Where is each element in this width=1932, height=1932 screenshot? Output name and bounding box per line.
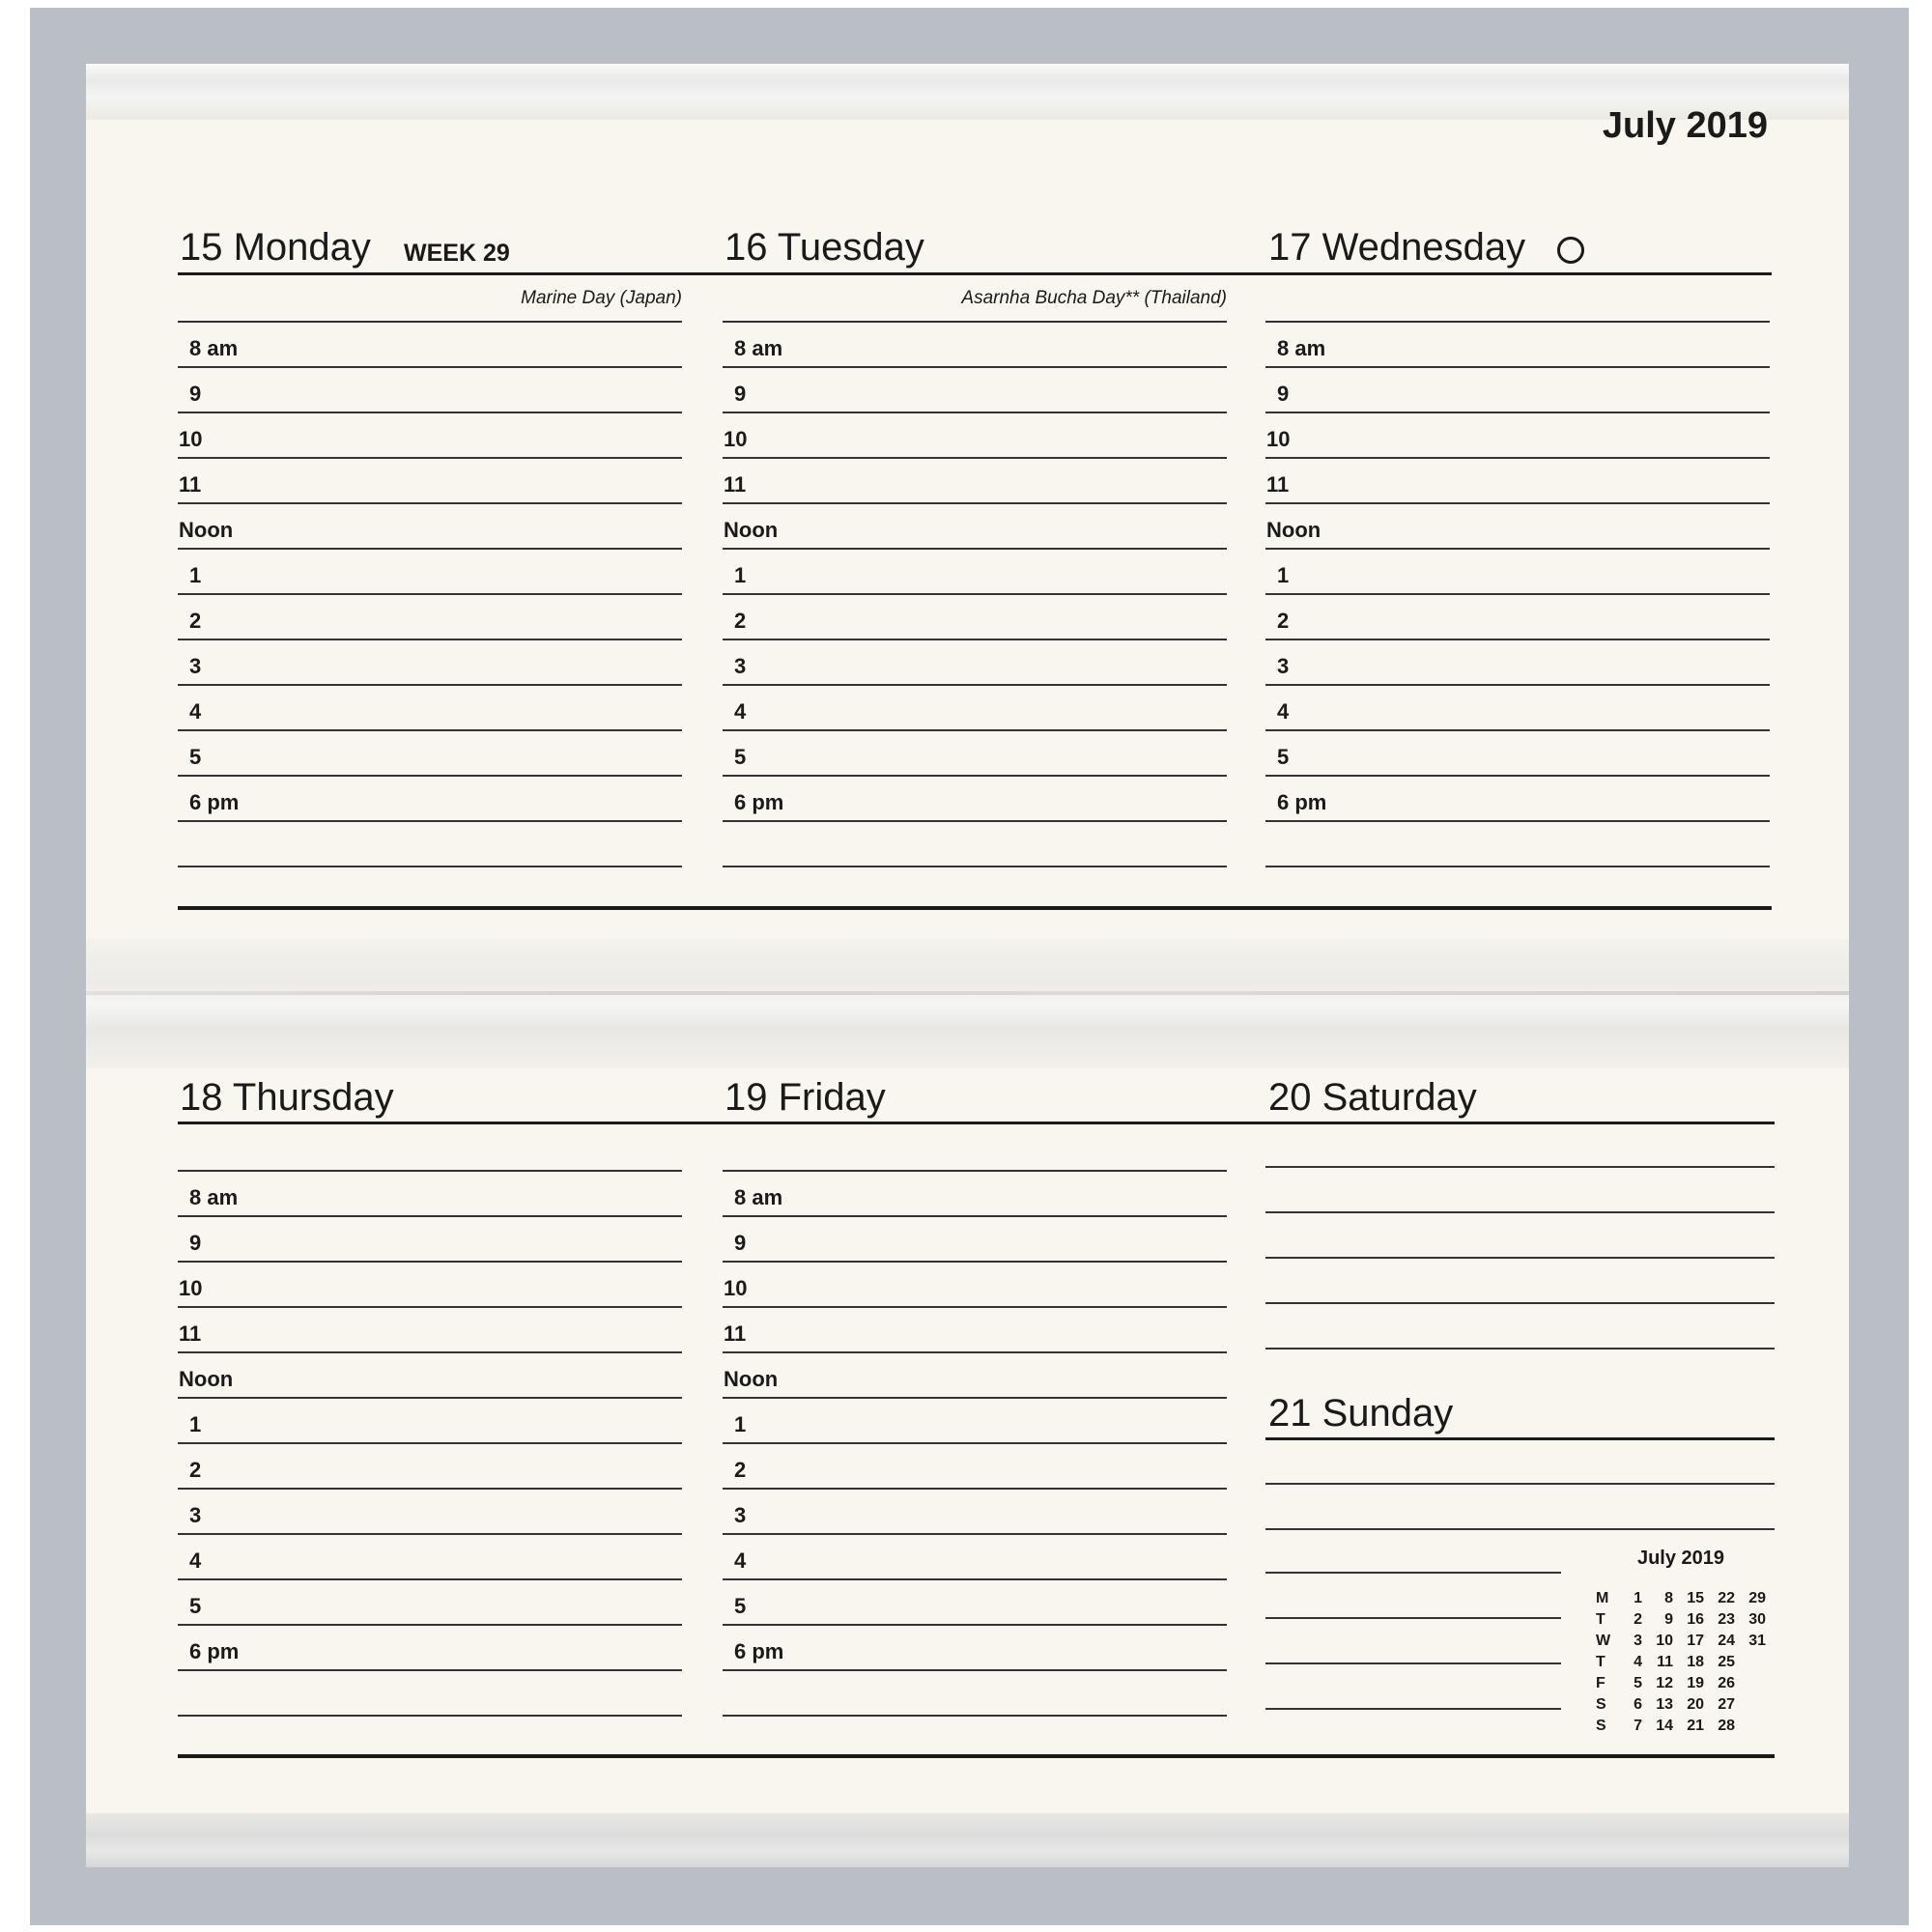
hour-slot bbox=[1265, 729, 1770, 777]
hour-label: 5 bbox=[189, 745, 202, 769]
mini-calendar-date: 7 bbox=[1634, 1718, 1642, 1734]
day-column-thursday bbox=[178, 1124, 682, 1714]
mini-calendar-date: 9 bbox=[1664, 1611, 1673, 1628]
sunday-line bbox=[1265, 1483, 1775, 1485]
hour-label: Noon bbox=[724, 1367, 779, 1391]
hour-label: 2 bbox=[189, 609, 202, 633]
hour-slot bbox=[178, 502, 682, 550]
mini-calendar-date: 16 bbox=[1687, 1611, 1704, 1628]
day-title-wednesday: 17 Wednesday bbox=[1268, 226, 1526, 269]
hour-slot bbox=[723, 502, 1227, 550]
mini-calendar-date: 6 bbox=[1634, 1696, 1642, 1713]
hour-label: 8 am bbox=[189, 1185, 239, 1209]
evening-slot bbox=[723, 820, 1227, 867]
sunday-heading-rule bbox=[1265, 1437, 1775, 1440]
hour-slot bbox=[178, 1397, 682, 1444]
mini-calendar-date: 27 bbox=[1718, 1696, 1735, 1713]
page-fold bbox=[86, 939, 1849, 1068]
hour-label: 11 bbox=[179, 472, 202, 497]
mini-calendar-date: 13 bbox=[1656, 1696, 1673, 1713]
hour-label: 5 bbox=[1277, 745, 1290, 769]
hour-label: 2 bbox=[1277, 609, 1290, 633]
hour-slot bbox=[1265, 366, 1770, 413]
mini-calendar-date: 23 bbox=[1718, 1611, 1735, 1628]
saturday-line bbox=[1265, 1302, 1775, 1304]
hour-label: 8 am bbox=[734, 1185, 783, 1209]
mini-calendar-date: 14 bbox=[1656, 1718, 1673, 1734]
mini-calendar-date: 3 bbox=[1634, 1633, 1642, 1649]
holiday-slot bbox=[178, 275, 682, 323]
hour-label: 2 bbox=[734, 609, 747, 633]
hour-label: 6 pm bbox=[734, 790, 784, 814]
top-section-end-rule bbox=[178, 906, 1772, 910]
hour-slot bbox=[178, 1578, 682, 1626]
weekday-letter: M bbox=[1596, 1590, 1609, 1606]
hour-label: 10 bbox=[179, 427, 203, 451]
hour-slot bbox=[178, 366, 682, 413]
hour-label: 10 bbox=[179, 1276, 203, 1300]
week-number: WEEK 29 bbox=[404, 240, 510, 267]
hour-label: 1 bbox=[1277, 563, 1290, 587]
mini-calendar-date: 2 bbox=[1634, 1611, 1642, 1628]
hour-slot bbox=[723, 366, 1227, 413]
hour-label: 6 pm bbox=[189, 1639, 240, 1663]
hour-label: 2 bbox=[734, 1458, 747, 1482]
hour-label: 9 bbox=[734, 1231, 747, 1255]
hour-slot bbox=[178, 321, 682, 368]
sunday-line bbox=[1265, 1708, 1561, 1710]
page-bottom-edge bbox=[86, 1813, 1849, 1867]
day-title-monday: 15 Monday bbox=[180, 226, 371, 269]
hour-label: 1 bbox=[189, 1412, 202, 1436]
holiday-slot bbox=[178, 1124, 682, 1172]
hour-label: Noon bbox=[1266, 518, 1321, 542]
hour-label: 3 bbox=[1277, 654, 1290, 678]
hour-label: 3 bbox=[734, 654, 747, 678]
hour-slot bbox=[723, 1397, 1227, 1444]
mini-calendar-date: 18 bbox=[1687, 1654, 1704, 1670]
hour-slot bbox=[723, 729, 1227, 777]
holiday-slot bbox=[723, 275, 1227, 323]
holiday-slot bbox=[1265, 275, 1770, 323]
hour-slot bbox=[178, 1488, 682, 1535]
mini-calendar-date: 30 bbox=[1748, 1611, 1766, 1628]
hour-slot bbox=[1265, 502, 1770, 550]
hour-label: Noon bbox=[179, 1367, 234, 1391]
evening-slot bbox=[723, 1669, 1227, 1717]
hour-slot bbox=[178, 1624, 682, 1671]
hour-slot bbox=[178, 684, 682, 731]
hour-label: 10 bbox=[724, 427, 748, 451]
hour-slot bbox=[1265, 321, 1770, 368]
hour-label: 4 bbox=[189, 1548, 202, 1573]
hour-slot bbox=[723, 1533, 1227, 1580]
hour-label: 11 bbox=[1266, 472, 1290, 497]
saturday-line bbox=[1265, 1166, 1775, 1168]
hour-slot bbox=[723, 1442, 1227, 1490]
hour-slot bbox=[178, 639, 682, 686]
mini-calendar-date: 24 bbox=[1718, 1633, 1735, 1649]
hour-slot bbox=[178, 1533, 682, 1580]
hour-label: 5 bbox=[734, 745, 747, 769]
hour-slot bbox=[178, 593, 682, 640]
hour-label: 9 bbox=[1277, 382, 1290, 406]
hour-slot bbox=[1265, 593, 1770, 640]
weekday-letter: S bbox=[1596, 1718, 1606, 1734]
hour-label: 8 am bbox=[1277, 336, 1326, 360]
mini-calendar-date: 19 bbox=[1687, 1675, 1704, 1691]
hour-label: 3 bbox=[189, 1503, 202, 1527]
hour-slot bbox=[723, 548, 1227, 595]
hour-label: 3 bbox=[189, 654, 202, 678]
hour-label: 9 bbox=[189, 382, 202, 406]
mini-calendar-date: 20 bbox=[1687, 1696, 1704, 1713]
hour-label: 11 bbox=[724, 1321, 747, 1346]
sunday-line bbox=[1265, 1662, 1561, 1664]
holiday-slot bbox=[723, 1124, 1227, 1172]
mini-calendar-row bbox=[1592, 1633, 1776, 1654]
mini-calendar-date: 5 bbox=[1634, 1675, 1642, 1691]
hour-label: 1 bbox=[189, 563, 202, 587]
hour-label: 5 bbox=[734, 1594, 747, 1618]
holiday-label: Marine Day (Japan) bbox=[521, 288, 682, 308]
hour-label: 6 pm bbox=[734, 1639, 784, 1663]
hour-slot bbox=[178, 1306, 682, 1353]
hour-slot bbox=[178, 412, 682, 459]
mini-calendar-date: 12 bbox=[1656, 1675, 1673, 1691]
evening-slot bbox=[178, 820, 682, 867]
hour-slot bbox=[723, 1624, 1227, 1671]
hour-label: 6 pm bbox=[189, 790, 240, 814]
hour-slot bbox=[723, 457, 1227, 504]
hour-slot bbox=[723, 1578, 1227, 1626]
saturday-line bbox=[1265, 1211, 1775, 1213]
hour-slot bbox=[1265, 775, 1770, 822]
mini-calendar-date: 25 bbox=[1718, 1654, 1735, 1670]
hour-slot bbox=[1265, 457, 1770, 504]
day-title-friday: 19 Friday bbox=[724, 1076, 886, 1119]
hour-label: 4 bbox=[734, 699, 747, 724]
evening-slot bbox=[178, 1669, 682, 1717]
day-title-tuesday: 16 Tuesday bbox=[724, 226, 924, 269]
saturday-line bbox=[1265, 1348, 1775, 1350]
hour-label: 10 bbox=[1266, 427, 1291, 451]
mini-calendar-row bbox=[1592, 1654, 1776, 1675]
hour-slot bbox=[1265, 412, 1770, 459]
hour-label: Noon bbox=[724, 518, 779, 542]
hour-label: 1 bbox=[734, 1412, 747, 1436]
evening-slot bbox=[1265, 820, 1770, 867]
hour-label: 4 bbox=[189, 699, 202, 724]
mini-calendar-date: 15 bbox=[1687, 1590, 1704, 1606]
mini-calendar-date: 4 bbox=[1634, 1654, 1642, 1670]
hour-label: 2 bbox=[189, 1458, 202, 1482]
hour-slot bbox=[723, 1215, 1227, 1263]
weekday-letter: W bbox=[1596, 1633, 1611, 1649]
hour-label: 8 am bbox=[189, 336, 239, 360]
hour-slot bbox=[1265, 684, 1770, 731]
fold-line bbox=[86, 991, 1849, 995]
hour-slot bbox=[723, 1170, 1227, 1217]
month-title: July 2019 bbox=[1602, 105, 1768, 146]
mini-calendar-date: 31 bbox=[1748, 1633, 1766, 1649]
hour-label: 6 pm bbox=[1277, 790, 1327, 814]
mini-calendar-date: 8 bbox=[1664, 1590, 1673, 1606]
saturday-line bbox=[1265, 1257, 1775, 1259]
day-column-tuesday bbox=[723, 275, 1227, 863]
weekday-letter: T bbox=[1596, 1611, 1605, 1628]
hour-slot bbox=[1265, 548, 1770, 595]
hour-slot bbox=[1265, 639, 1770, 686]
sunday-line bbox=[1265, 1572, 1561, 1574]
hour-slot bbox=[723, 321, 1227, 368]
hour-slot bbox=[178, 1351, 682, 1399]
hour-label: Noon bbox=[179, 518, 234, 542]
hour-label: 5 bbox=[189, 1594, 202, 1618]
hour-slot bbox=[178, 729, 682, 777]
hour-slot bbox=[178, 1215, 682, 1263]
mini-calendar-date: 28 bbox=[1718, 1718, 1735, 1734]
day-column-monday bbox=[178, 275, 682, 863]
mini-calendar-date: 29 bbox=[1748, 1590, 1766, 1606]
full-moon-icon bbox=[1557, 237, 1584, 264]
day-column-wednesday bbox=[1265, 275, 1770, 863]
hour-slot bbox=[723, 412, 1227, 459]
hour-label: 4 bbox=[734, 1548, 747, 1573]
mini-calendar-row bbox=[1592, 1590, 1776, 1611]
mini-calendar-date: 21 bbox=[1687, 1718, 1704, 1734]
mini-calendar-date: 22 bbox=[1718, 1590, 1735, 1606]
hour-label: 8 am bbox=[734, 336, 783, 360]
hour-label: 10 bbox=[724, 1276, 748, 1300]
hour-slot bbox=[723, 1306, 1227, 1353]
hour-label: 9 bbox=[734, 382, 747, 406]
hour-label: 9 bbox=[189, 1231, 202, 1255]
weekday-letter: T bbox=[1596, 1654, 1605, 1670]
hour-slot bbox=[723, 593, 1227, 640]
hour-slot bbox=[723, 1351, 1227, 1399]
weekday-letter: F bbox=[1596, 1675, 1605, 1691]
hour-slot bbox=[178, 457, 682, 504]
mini-calendar-row bbox=[1592, 1696, 1776, 1718]
hour-label: 4 bbox=[1277, 699, 1290, 724]
mini-calendar-date: 11 bbox=[1657, 1654, 1673, 1670]
day-title-thursday: 18 Thursday bbox=[180, 1076, 394, 1119]
sunday-line bbox=[1265, 1528, 1775, 1530]
hour-slot bbox=[723, 775, 1227, 822]
holiday-label: Asarnha Bucha Day** (Thailand) bbox=[961, 288, 1227, 308]
mini-calendar-row bbox=[1592, 1675, 1776, 1696]
mini-calendar-row bbox=[1592, 1718, 1776, 1739]
bottom-section-end-rule bbox=[178, 1754, 1775, 1758]
mini-calendar-date: 17 bbox=[1687, 1633, 1704, 1649]
hour-slot bbox=[178, 775, 682, 822]
sunday-line bbox=[1265, 1617, 1561, 1619]
mini-calendar-date: 1 bbox=[1634, 1590, 1642, 1606]
mini-calendar-row bbox=[1592, 1611, 1776, 1633]
mini-calendar-date: 26 bbox=[1718, 1675, 1735, 1691]
hour-label: 3 bbox=[734, 1503, 747, 1527]
hour-label: 11 bbox=[724, 472, 747, 497]
day-column-friday bbox=[723, 1124, 1227, 1714]
hour-label: 11 bbox=[179, 1321, 202, 1346]
hour-slot bbox=[178, 548, 682, 595]
hour-label: 1 bbox=[734, 563, 747, 587]
hour-slot bbox=[723, 639, 1227, 686]
day-title-sunday: 21 Sunday bbox=[1268, 1392, 1454, 1435]
hour-slot bbox=[723, 1261, 1227, 1308]
day-title-saturday: 20 Saturday bbox=[1268, 1076, 1477, 1119]
weekday-letter: S bbox=[1596, 1696, 1606, 1713]
hour-slot bbox=[723, 684, 1227, 731]
hour-slot bbox=[178, 1261, 682, 1308]
hour-slot bbox=[723, 1488, 1227, 1535]
mini-calendar-title: July 2019 bbox=[1636, 1548, 1725, 1569]
mini-calendar-date: 10 bbox=[1656, 1633, 1673, 1649]
hour-slot bbox=[178, 1170, 682, 1217]
hour-slot bbox=[178, 1442, 682, 1490]
